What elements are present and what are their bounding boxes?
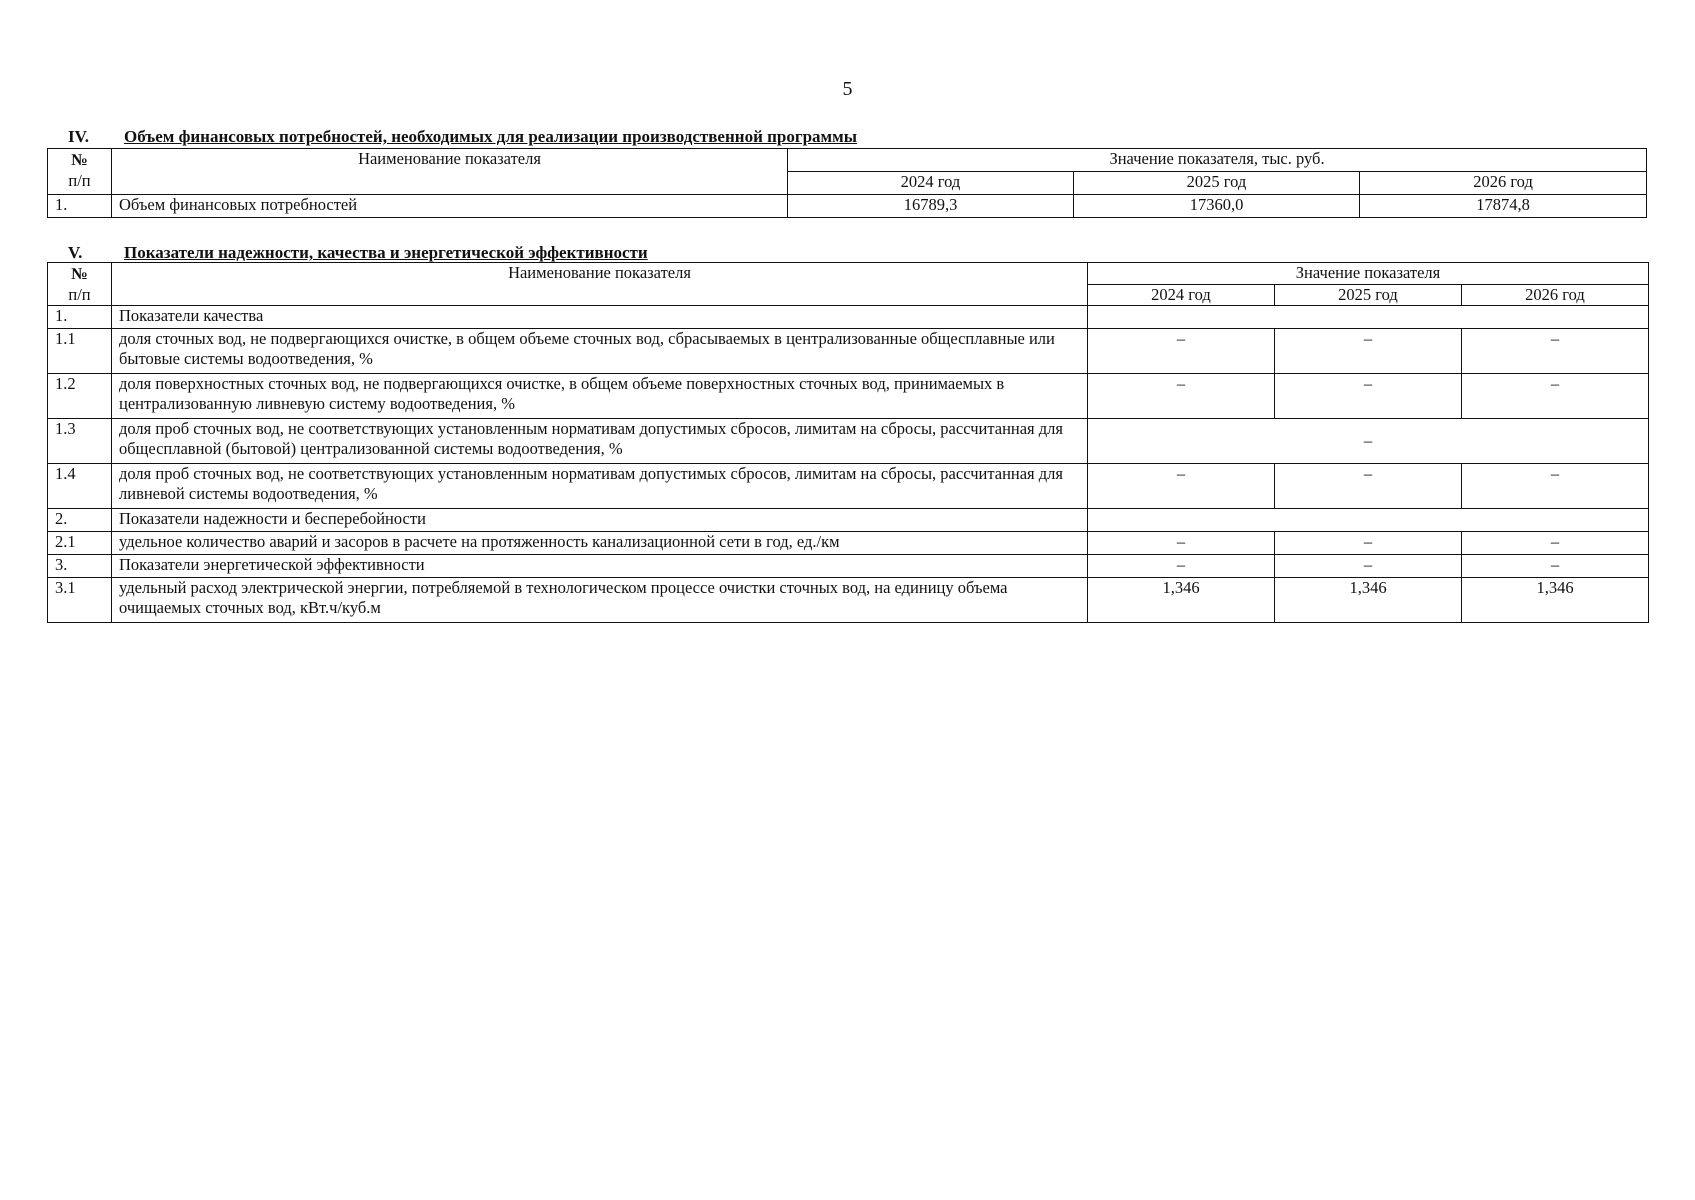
row-value-2026: – xyxy=(1462,464,1649,509)
header-year-2024: 2024 год xyxy=(788,172,1074,195)
row-num: 2.1 xyxy=(48,532,112,555)
header-num-cell xyxy=(48,149,112,195)
header-year-2026: 2026 год xyxy=(1462,284,1649,306)
row-num: 1.1 xyxy=(48,329,112,374)
row-value-2025: – xyxy=(1275,532,1462,555)
row-name: Показатели энергетической эффективности xyxy=(112,555,1088,578)
page-number: 5 xyxy=(842,78,853,100)
row-value-2024: – xyxy=(1088,374,1275,419)
header-name-label: Наименование показателя xyxy=(508,263,691,282)
table-row xyxy=(48,509,1649,532)
row-num: 3.1 xyxy=(48,578,112,623)
row-value-2024: – xyxy=(1088,464,1275,509)
row-name: доля сточных вод, не подвергающихся очистке, в общем объеме сточных вод, сбрасываемых в централизованные общесплавные или бытовые системы водоотведения, % xyxy=(112,329,1088,374)
row-value-2026: 1,346 xyxy=(1462,578,1649,623)
row-num: 1. xyxy=(48,195,112,218)
header-value-label: Значение показателя xyxy=(1295,263,1441,282)
row-num: 1.2 xyxy=(48,374,112,419)
header-name-cell xyxy=(112,263,1088,306)
row-name: доля поверхностных сточных вод, не подвергающихся очистке, в общем объеме поверхностных сточных вод, принимаемых в централизованную ливневую систему водоотведения, % xyxy=(112,374,1088,419)
header-year-2024: 2024 год xyxy=(1088,284,1275,306)
table-row xyxy=(48,195,1647,218)
row-num: 1.4 xyxy=(48,464,112,509)
row-value-2024: – xyxy=(1088,555,1275,578)
header-value-cell xyxy=(1088,263,1649,285)
table-row xyxy=(48,329,1649,374)
row-value-2025: 17360,0 xyxy=(1074,195,1360,218)
table-row xyxy=(48,464,1649,509)
header-num-symbol: № xyxy=(71,264,88,283)
row-value-2024: 1,346 xyxy=(1088,578,1275,623)
row-name: Показатели качества xyxy=(112,306,1088,329)
row-value-2026: – xyxy=(1462,532,1649,555)
table-row xyxy=(48,532,1649,555)
row-value-2024: – xyxy=(1088,532,1275,555)
section-iv-title: Объем финансовых потребностей, необходимых для реализации производственной программы xyxy=(124,127,857,146)
table-row xyxy=(48,374,1649,419)
section-v-title: Показатели надежности, качества и энергетической эффективности xyxy=(124,243,648,262)
header-name-cell xyxy=(112,149,788,195)
header-num-sub: п/п xyxy=(68,171,91,190)
row-value-empty xyxy=(1088,509,1649,532)
row-value-2025: 1,346 xyxy=(1275,578,1462,623)
row-value-2025: – xyxy=(1275,329,1462,374)
table-row xyxy=(48,306,1649,329)
financial-needs-table xyxy=(47,148,1647,218)
row-name: доля проб сточных вод, не соответствующих установленным нормативам допустимых сбросов, лимитам на сбросы, рассчитанная для ливневой системы водоотведения, % xyxy=(112,464,1088,509)
section-iv-heading xyxy=(48,127,857,147)
section-v-heading xyxy=(48,243,648,263)
row-name: Объем финансовых потребностей xyxy=(112,195,788,218)
row-value-2026: – xyxy=(1462,374,1649,419)
header-year-2025: 2025 год xyxy=(1275,284,1462,306)
row-name: удельный расход электрической энергии, потребляемой в технологическом процессе очистки сточных вод, на единицу объема очищаемых сточных вод, кВт.ч/куб.м xyxy=(112,578,1088,623)
header-year-2025: 2025 год xyxy=(1074,172,1360,195)
table-row xyxy=(48,419,1649,464)
row-num: 3. xyxy=(48,555,112,578)
row-value-2024: 16789,3 xyxy=(788,195,1074,218)
header-num-cell xyxy=(48,263,112,306)
row-value-2026: – xyxy=(1462,329,1649,374)
header-num-symbol: № xyxy=(71,150,88,169)
section-iv-number: IV. xyxy=(68,127,89,146)
row-value-2024: – xyxy=(1088,329,1275,374)
row-value-2026: – xyxy=(1462,555,1649,578)
row-value-empty xyxy=(1088,306,1649,329)
row-value-2025: – xyxy=(1275,464,1462,509)
row-value-merged: – xyxy=(1088,419,1649,464)
table-row xyxy=(48,555,1649,578)
section-v-number: V. xyxy=(68,243,83,262)
row-value-2025: – xyxy=(1275,374,1462,419)
indicators-table xyxy=(47,262,1649,623)
row-num: 2. xyxy=(48,509,112,532)
header-year-2026: 2026 год xyxy=(1360,172,1647,195)
header-value-label: Значение показателя, тыс. руб. xyxy=(1109,149,1325,168)
row-value-2025: – xyxy=(1275,555,1462,578)
header-name-label: Наименование показателя xyxy=(358,149,541,168)
row-num: 1.3 xyxy=(48,419,112,464)
row-num: 1. xyxy=(48,306,112,329)
row-value-2026: 17874,8 xyxy=(1360,195,1647,218)
row-name: доля проб сточных вод, не соответствующих установленным нормативам допустимых сбросов, лимитам на сбросы, рассчитанная для общесплавной (бытовой) централизованной системы водоотведения, % xyxy=(112,419,1088,464)
table-row xyxy=(48,578,1649,623)
header-num-sub: п/п xyxy=(68,285,91,304)
row-name: удельное количество аварий и засоров в расчете на протяженность канализационной сети в год, ед./км xyxy=(112,532,1088,555)
row-name: Показатели надежности и бесперебойности xyxy=(112,509,1088,532)
header-value-cell xyxy=(788,149,1647,172)
